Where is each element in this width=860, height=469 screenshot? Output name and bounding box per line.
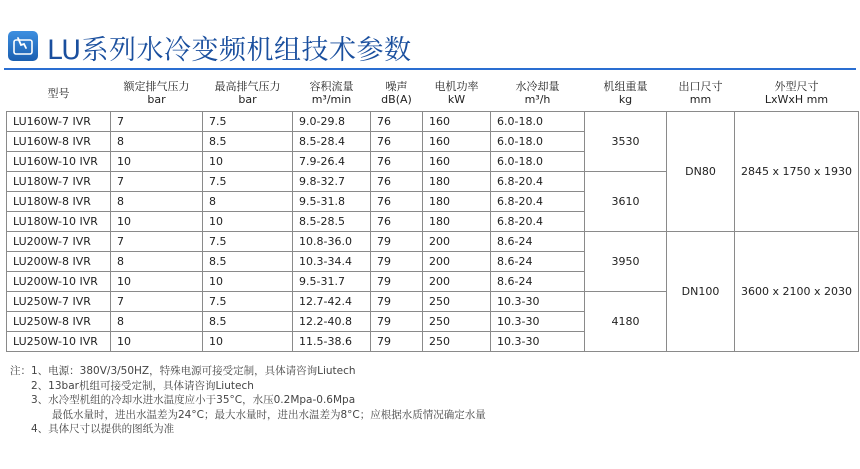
cell-model: LU250W-10 IVR [7,332,111,352]
cell-noise: 76 [371,152,423,172]
cell-cooling-water: 8.6-24 [491,232,585,252]
spec-table [6,75,859,352]
header-dimensions: 外型尺寸 LxWxH mm [764,80,829,106]
header-weight: 机组重量 kg [603,80,648,106]
cell-noise: 79 [371,232,423,252]
title-bar [4,27,856,67]
cell-max-pressure: 7.5 [203,172,293,192]
cell-weight: 3530 [585,112,667,172]
cell-motor-power: 200 [423,272,491,292]
spec-table-container [6,75,858,352]
cell-rated-pressure: 7 [111,292,203,312]
cell-noise: 76 [371,172,423,192]
cell-flow: 7.9-26.4 [293,152,371,172]
cell-weight: 3610 [585,172,667,232]
cell-motor-power: 160 [423,112,491,132]
cell-noise: 76 [371,192,423,212]
cell-max-pressure: 10 [203,332,293,352]
cell-model: LU200W-8 IVR [7,252,111,272]
cell-cooling-water: 8.6-24 [491,272,585,292]
cell-weight: 3950 [585,232,667,292]
cell-cooling-water: 10.3-30 [491,312,585,332]
cell-motor-power: 200 [423,232,491,252]
cell-flow: 9.5-31.8 [293,192,371,212]
cell-outlet: DN80 [667,112,735,232]
cell-rated-pressure: 10 [111,212,203,232]
cell-flow: 8.5-28.4 [293,132,371,152]
header-model: 型号 [47,86,70,100]
hand-pointer-icon [8,31,38,61]
footnote-4: 4、具体尺寸以提供的图纸为准 [10,423,175,435]
cell-model: LU160W-7 IVR [7,112,111,132]
cell-cooling-water: 6.0-18.0 [491,112,585,132]
footnote-3: 3、水冷型机组的冷却水进水温度应小于35°C，水压0.2Mpa-0.6Mpa [10,394,356,406]
cell-rated-pressure: 7 [111,232,203,252]
footnote-2: 2、13bar机组可接受定制，具体请咨询Liutech [10,379,254,392]
cell-cooling-water: 6.8-20.4 [491,212,585,232]
cell-flow: 11.5-38.6 [293,332,371,352]
cell-noise: 79 [371,312,423,332]
cell-motor-power: 180 [423,172,491,192]
cell-cooling-water: 6.0-18.0 [491,132,585,152]
cell-motor-power: 200 [423,252,491,272]
cell-rated-pressure: 10 [111,272,203,292]
cell-model: LU200W-7 IVR [7,232,111,252]
cell-max-pressure: 10 [203,272,293,292]
cell-model: LU180W-8 IVR [7,192,111,212]
table-row [7,112,859,132]
cell-flow: 10.8-36.0 [293,232,371,252]
cell-cooling-water: 8.6-24 [491,252,585,272]
cell-rated-pressure: 8 [111,192,203,212]
cell-motor-power: 250 [423,312,491,332]
cell-flow: 12.2-40.8 [293,312,371,332]
header-cooling-water: 水冷却量 m³/h [515,80,560,106]
cell-motor-power: 160 [423,132,491,152]
cell-weight: 4180 [585,292,667,352]
footnote-1: 注：1、电源：380V/3/50HZ，特殊电源可接受定制，具体请咨询Liutech [10,365,356,377]
cell-max-pressure: 7.5 [203,112,293,132]
cell-model: LU250W-7 IVR [7,292,111,312]
header-noise: 噪声 dB(A) [381,80,412,106]
footnotes [10,364,486,437]
cell-model: LU180W-10 IVR [7,212,111,232]
header-flow: 容积流量 m³/min [309,80,354,106]
cell-cooling-water: 10.3-30 [491,332,585,352]
cell-model: LU160W-10 IVR [7,152,111,172]
header-max-pressure: 最高排气压力 bar [214,80,281,106]
cell-rated-pressure: 8 [111,132,203,152]
cell-flow: 9.8-32.7 [293,172,371,192]
cell-cooling-water: 6.0-18.0 [491,152,585,172]
cell-max-pressure: 8.5 [203,252,293,272]
cell-noise: 79 [371,332,423,352]
cell-flow: 8.5-28.5 [293,212,371,232]
cell-rated-pressure: 10 [111,332,203,352]
cell-motor-power: 250 [423,292,491,312]
header-rated-pressure: 额定排气压力 bar [123,80,190,106]
cell-noise: 76 [371,132,423,152]
cell-flow: 9.0-29.8 [293,112,371,132]
cell-noise: 79 [371,252,423,272]
cell-max-pressure: 8.5 [203,132,293,152]
cell-cooling-water: 10.3-30 [491,292,585,312]
cell-flow: 12.7-42.4 [293,292,371,312]
cell-rated-pressure: 10 [111,152,203,172]
cell-dimensions: 3600 x 2100 x 2030 [735,232,859,352]
footnote-3-continued: 最低水量时，进出水温差为24°C；最大水量时，进出水温差为8°C；应根据水质情况确定水量 [10,408,486,421]
header-outlet: 出口尺寸 mm [678,80,723,106]
table-row [7,232,859,252]
cell-model: LU160W-8 IVR [7,132,111,152]
cell-rated-pressure: 7 [111,112,203,132]
cell-max-pressure: 10 [203,152,293,172]
cell-dimensions: 2845 x 1750 x 1930 [735,112,859,232]
cell-model: LU180W-7 IVR [7,172,111,192]
cell-outlet: DN100 [667,232,735,352]
cell-max-pressure: 7.5 [203,232,293,252]
header-motor-power: 电机功率 kW [434,80,479,106]
cell-max-pressure: 8 [203,192,293,212]
cell-noise: 76 [371,212,423,232]
cell-model: LU250W-8 IVR [7,312,111,332]
cell-cooling-water: 6.8-20.4 [491,172,585,192]
cell-max-pressure: 8.5 [203,312,293,332]
cell-noise: 79 [371,272,423,292]
page-title: LU系列水冷变频机组技术参数 [47,35,412,66]
cell-cooling-water: 6.8-20.4 [491,192,585,212]
cell-rated-pressure: 8 [111,252,203,272]
cell-noise: 79 [371,292,423,312]
cell-motor-power: 250 [423,332,491,352]
cell-flow: 9.5-31.7 [293,272,371,292]
cell-rated-pressure: 7 [111,172,203,192]
cell-model: LU200W-10 IVR [7,272,111,292]
cell-motor-power: 160 [423,152,491,172]
table-header-row [7,75,859,112]
cell-max-pressure: 10 [203,212,293,232]
cell-rated-pressure: 8 [111,312,203,332]
title-underline [4,68,856,70]
cell-motor-power: 180 [423,212,491,232]
cell-noise: 76 [371,112,423,132]
cell-flow: 10.3-34.4 [293,252,371,272]
cell-motor-power: 180 [423,192,491,212]
cell-max-pressure: 7.5 [203,292,293,312]
